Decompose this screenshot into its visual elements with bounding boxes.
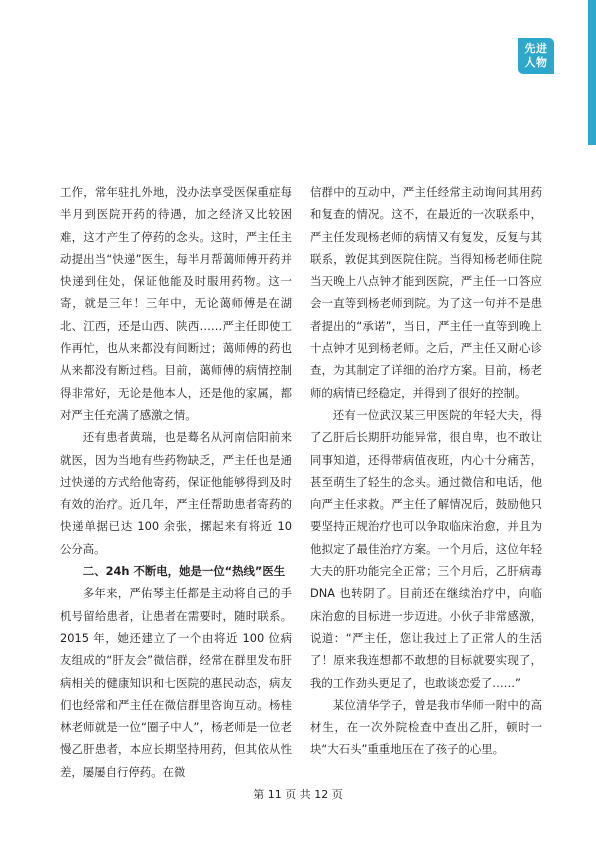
section-heading: 二、24h 不断电，她是一位“热线”医生 — [82, 564, 286, 579]
right-column — [310, 181, 542, 761]
right-paragraph-2: 还有一位武汉某三甲医院的年轻大夫，得了乙肝后长期肝功能异常，很自卑，也不敢让同事知道，还得带病值夜班，内心十分痛苦，甚至萌生了轻生的念头。通过微信和电话，他向严主任求救。严主任了解情况后，鼓励他只要坚持正规治疗也可以争取临床治愈，并且为他拟定了最佳治疗方案。一个月后，这位年轻大夫的肝功能完全正常；三个月后，乙肝病毒 DNA 也转阴了。目前还在继续治疗中，向临床治愈的目标进一步迈进。小伙子非常感激，说道：“严主任，您让我过上了正常人的生活了！原来我连想都不敢想的目标就要实现了，我的工作劲头更足了，也敢谈恋爱了……” — [310, 407, 542, 690]
page-number: 第 11 页 共 12 页 — [253, 788, 343, 801]
right-paragraph-3: 某位清华学子，曾是我市华师一附中的高材生，在一次外院检查中查出乙肝，顿时一块“大石头”重重地压在了孩子的心里。 — [310, 697, 542, 757]
side-accent-bar — [588, 0, 596, 145]
section-badge — [518, 38, 554, 74]
left-paragraph-3: 多年来，严佑琴主任都是主动将自己的手机号留给患者，让患者在需要时，随时联系。2015 年，她还建立了一个由将近 100 位病友组成的“肝友会”微信群，经常在群里发布肝病相关的健康知识和七医院的惠民动态，病友们也经常和严主任在微信群里咨询互动。杨桂林老师就是一位“圈子中人”，杨老师是一位老慢乙肝患者，本应长期坚持用药，但其依从性差，屡屡自行停药。在微 — [60, 586, 292, 779]
left-column — [60, 181, 292, 783]
left-paragraph-2: 还有患者黄瑞，也是蓦名从河南信阳前来就医，因为当地有些药物缺乏，严主任也是通过快递的方式给他寄药，保证他能够得到及时有效的治疗。近几年，严主任帮助患者寄药的快递单据已达 100 余张，摞起来有将近 10 公分高。 — [60, 430, 292, 556]
badge-line-1: 先进 — [524, 42, 548, 55]
badge-line-2: 人物 — [524, 56, 548, 69]
right-paragraph-1: 信群中的互动中，严主任经常主动询问其用药和复查的情况。这不，在最近的一次联系中，严主任发现杨老师的病情又有复发，反复与其联系，敦促其到医院住院。当得知杨老师住院当天晚上八点钟才能到医院，严主任一口答应会一直等到杨老师到院。为了这一句并不是患者提出的“承诺”，当日，严主任一直等到晚上十点钟才见到杨老师。之后，严主任又耐心诊查，为其制定了详细的治疗方案。目前，杨老师的病情已经稳定，并得到了很好的控制。 — [310, 185, 542, 400]
left-paragraph-1: 工作，常年驻扎外地，没办法享受医保重症每半月到医院开药的待遇，加之经济又比较困难，这才产生了停药的念头。这时，严主任主动提出当“快递”医生，每半月帮蔼师傅开药并快递到住处，保证他能及时服用药物。这一寄，就是三年！三年中，无论蔼师傅是在湖北、江西，还是山西、陕西……严主任即使工作再忙，也从来都没有间断过；蔼师傅的药也从来都没有断过档。目前，蔼师傅的病情控制得非常好，无论是他本人，还是他的家属，都对严主任充满了感激之情。 — [60, 185, 292, 422]
